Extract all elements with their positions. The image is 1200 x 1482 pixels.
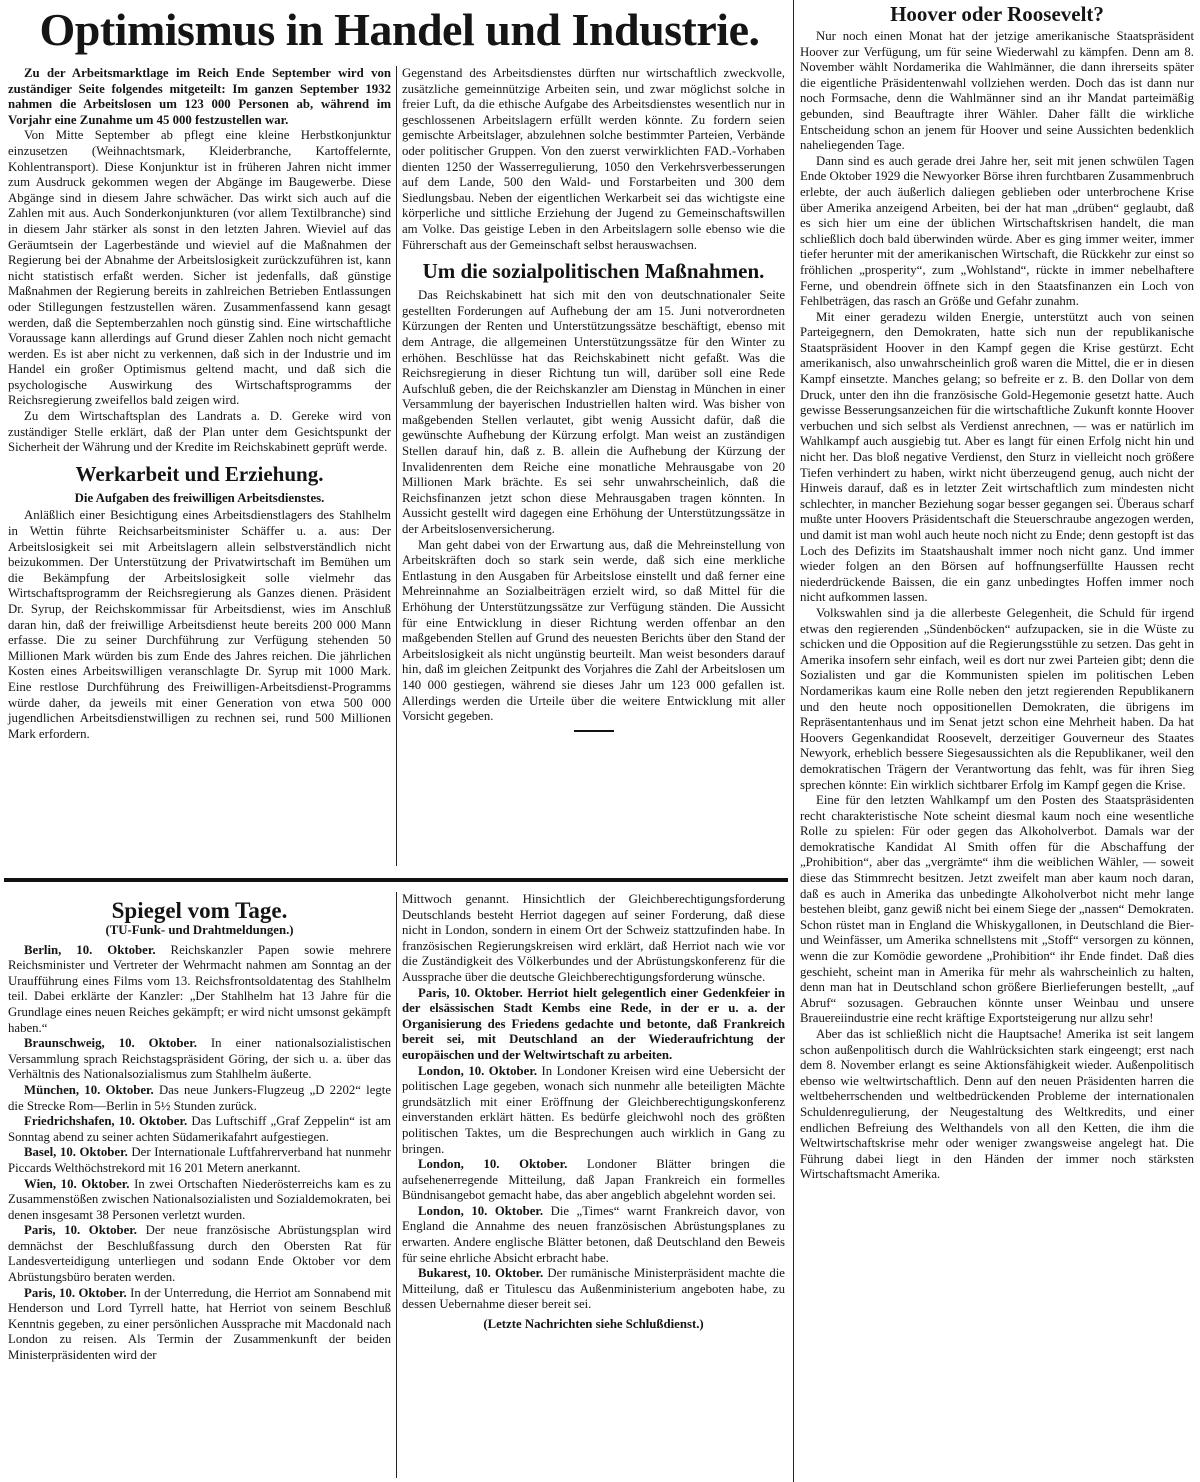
subheadline-werkarbeit: Die Aufgaben des freiwilligen Arbeitsdienstes. (74, 490, 325, 505)
news-item (8, 1223, 391, 1285)
news-dateline: London, 10. Oktober. (418, 1157, 568, 1172)
article-paragraph: Das Reichskabinett hat sich mit den von deutschnationaler Seite gestellten Forderungen auf Aufhebung der am 15. Juni notverordneten Kürzungen der Renten und Unterstützungssätze beschäftigt, ebenso mit dem Antrage, die allgemeinen Unterstützungssätze für den Winter zu erhöhen. Beschlüsse hat das Reichskabinett nicht gefaßt. Was die Reichsregierung in dieser Richtung tun will, darüber soll eine Rede Aufschluß geben, die der Reichskanzler am Dienstag in München in einer Versammlung der bayerischen Industriellen halten wird. Was bisher von maßgebenden Stellen verlautet, gibt wenig Aussicht dafür, daß die gewünschte Aufhebung der Kürzung erfolgt. Man weist an zuständigen Stellen darauf hin, daß z. B. allein die Aufhebung der Kürzung der Invalidenrenten dem Reiche eine monatliche Mehrausgabe von 20 Millionen Mark brächte. Es sei sehr unwahrscheinlich, daß die Reichsfinanzen jetzt schon diese Mehrausgaben tragen könnten. In Aussicht gestellt wird dagegen eine Erhöhung der Unterstützungssätze in der Arbeitslosenversicherung. (402, 288, 785, 537)
article-paragraph: Aber das ist schließlich nicht die Hauptsache! Amerika ist seit langem schon außenpolitisch durch die Wahlrücksichten stark eingeengt; erst nach dem 8. November erlangt es seine Aktionsfähigkeit wieder. Außenpolitisch ebenso wie weltwirtschaftlich. Denn auf den neuen Präsidenten harren die weltbeherrschenden und weltbedrückenden Probleme der internationalen Schuldenregulierung, der Neugestaltung des Weltkredits, und einer endlichen Befreiung des Welthandels von all den Ketten, die ihm die Weltwirtschaftskrise mehr oder weniger zwangsweise angelegt hat. Die Führung dabei liegt in den Händen der immer noch stärksten Wirtschaftsmacht Amerika. (800, 1027, 1194, 1182)
closing-note: (Letzte Nachrichten siehe Schlußdienst.) (483, 1317, 704, 1332)
news-text: Die „Times“ warnt Frankreich davor, von England die Annahme des neuen französischen Abrüstungsplanes zu erwarten. Andere englische Blätter betonen, daß Deutschland den Beweis für seine ehrliche Absicht erbracht habe. (402, 1203, 785, 1265)
end-rule (574, 730, 614, 732)
news-dateline: München, 10. Oktober. (24, 1082, 154, 1097)
news-item (402, 1266, 785, 1313)
news-dateline: Paris, 10. Oktober. (24, 1223, 138, 1238)
article-paragraph: Anläßlich einer Besichtigung eines Arbeitsdienstlagers des Stahlhelm in Wettin führte Reichsarbeitsminister Schäffer u. a. aus: Der Arbeitslosigkeit sei mit Arbeitslagern allein selbstverständlich nicht beizukommen. Der Unterstützung der Privatwirtschaft im Bemühen um die Bekämpfung der Arbeitslosigkeit solle vielmehr das Wirtschaftsprogramm der Reichsregierung als Ganzes dienen. Präsident Dr. Syrup, der Reichskommissar für Arbeitsdienst, wies im Anschluß daran hin, daß der freiwillige Arbeitsdienst heute bereits 200 000 Mann erfasse. Die zu seiner Durchführung zur Verfügung stehenden 50 Millionen Mark würden bis zum Ende des Jahres reichen. Die jährlichen Kosten eines Arbeitswilligen veranschlagte Dr. Syrup mit 1000 Mark. Eine restlose Durchführung des Freiwilligen-Arbeitsdienst-Programms würde daher, da jeweils mit einer Generation von etwa 500 000 jugendlichen Arbeitsdienstwilligen zu rechnen sei, rund 500 Millionen Mark erfordern. (8, 508, 391, 741)
article-paragraph: Mit einer geradezu wilden Energie, unterstützt auch von seinen Parteigegnern, den Demokraten, hatte sich nun der republikanische Staatspräsident Hoover in den Kampf gegen die Krise gestürzt. Echt amerikanisch, also unwahrscheinlich groß waren die Mittel, die er in diesen Kampf einsetzte. Manches gelang; so befreite er z. B. den Dollar von dem Druck, unter den ihn die französische Gold-Hegemonie gesetzt hatte. Auch gewisse Besserungsanzeichen für die wirtschaftliche Zukunft konnte Hoover verbuchen und sich selbst als Verdienst anrechnen, — was er natürlich im Wahlkampf auch ausgiebig tut. Aber es langt für einen Erfolg nicht hin und nicht her. Das bloß negative Verdienst, den Sturz in vielleicht noch größere Tiefen verhindert zu haben, wirkt nicht überzeugend genug, auch nicht der Hinweis darauf, daß es in letzter Zeit wirtschaftlich zum mindesten nicht schlechter, in mancher Beziehung sogar besser gegangen sei. Überaus scharf mußte unter Hoovers Präsidentschaft die Steuerschraube angezogen werden, und damit ist man wohl auch heute noch nicht zu Ende; denn gestopft ist das Loch des Defizits im Staatshaushalt immer noch nicht ganz. Und immer wieder folgen an den Börsen auf hoffnungserfüllte Haussen recht niederdrückende Baissen, die ein ganz unbedingtes Hoffen immer noch nicht aufkommen lassen. (800, 309, 1194, 605)
news-item (402, 986, 785, 1064)
news-dateline: Basel, 10. Oktober. (24, 1145, 128, 1160)
column-left-top (8, 66, 391, 742)
main-column-divider (793, 0, 794, 1482)
news-text: Das Luftschiff „Graf Zeppelin“ ist am Sonntag abend zu seiner achten Südamerikafahrt aufgestiegen. (8, 1114, 392, 1144)
article-paragraph: Volkswahlen sind ja die allerbeste Gelegenheit, die Schuld für irgend etwas den regierenden „Sündenböcken“ aufzupacken, sie in die Wüste zu schicken und die Opposition auf die Regierungsstühle zu setzen. Das geht in Amerika insofern sehr einfach, weil es dort nur zwei Parteien gibt; denn die Sozialisten und gar die Kommunisten spielen im politischen Leben Nordamerikas kaum eine Rolle neben den jetzt regierenden Republikanern und den heute noch oppositionellen Demokraten, die übrigens im Repräsentantenhaus und im Senat jetzt schon eine Mehrheit haben. Da hat Hoovers Gegenkandidat Roosevelt, derzeitiger Gouverneur des Staates Newyork, erheblich bessere Siegesaussichten als die Republikaner, weil den demokratischen Trägern der Verantwortung das fehlt, was für ihren Sieg sprechen könnte: Ein wirklich sichtbarer Erfolg im Kampf gegen die Krise. (800, 605, 1194, 792)
news-item (8, 1145, 391, 1176)
news-dateline: London, 10. Oktober. (418, 1063, 538, 1078)
column-spiegel-right (402, 892, 785, 1333)
news-dateline: Wien, 10. Oktober. (24, 1176, 130, 1191)
news-text: Mittwoch genannt. Hinsichtlich der Gleichberechtigungsforderung Deutschlands besteht Herriot dagegen auf seiner Forderung, daß diese nicht in London, sondern in einem Ort der Schweiz stattzufinden habe. In französischen Regierungskreisen wird erklärt, daß Herriot nach wie vor die Zuständigkeit des Völkerbundes und der Abrüstungskonferenz für die Aussprache über die deutsche Gleichberechtigungsforderung wünsche. (402, 892, 785, 984)
news-item (402, 892, 785, 986)
news-text: In einer nationalsozialistischen Versammlung sprach Reichstagspräsident Göring, der sich u. a. über das Verhältnis des Nationalsozialismus zum Stahlhelm äußerte. (8, 1036, 391, 1082)
article-paragraph: Zu dem Wirtschaftsplan des Landrats a. D. Gereke wird von zuständiger Stelle erklärt, daß der Plan unter dem Gesichtspunkt der Sicherheit der Währung und der Kredite im Reichskabinett geprüft werde. (8, 409, 391, 455)
news-text: In zwei Ortschaften Niederösterreichs kam es zu Zusammenstößen zwischen Nationalsozialisten und Sozialdemokraten, bei denen insgesamt 38 Personen verletzt wurden. (8, 1176, 391, 1222)
news-dateline: Braunschweig, 10. Oktober. (24, 1036, 197, 1051)
news-dateline: Berlin, 10. Oktober. (24, 942, 156, 957)
article-paragraph: Dann sind es auch gerade drei Jahre her, seit mit jenen schwülen Tagen Ende Oktober 1929 die Newyorker Börse ihren furchtbaren Zusammenbruch erlebte, der auch äußerlich daliegen geblieben oder unterbrochene Krise über Amerika anzeigend Arbeiten, bei der hat man „drüben“ geglaubt, daß es sich hier um eine der üblichen Wirtschaftskrisen handelt, die man schließlich doch bald überwinden würde. Aber es ging immer weiter, immer tiefer herunter mit der amerikanischen Wirtschaft, die Rückkehr zur einst so fröhlichen „prosperity“, zum „Wohlstand“, rückte in immer nebelhaftere Ferne, und obendrein öffnete sich in den Staatsfinanzen ein Loch von Fehlbeträgen, das rasch an Größe und Gefahr zunahm. (800, 153, 1194, 309)
news-dateline: Paris, 10. Oktober. (24, 1285, 127, 1300)
news-dateline: Friedrichshafen, 10. Oktober. (24, 1114, 188, 1129)
news-text: Der Internationale Luftfahrerverband hat nunmehr Piccards Welthöchstrekord mit 16 201 Metern anerkannt. (8, 1145, 391, 1175)
headline-optimismus: Optimismus in Handel und Industrie. (39, 4, 760, 55)
news-item (402, 1064, 785, 1158)
news-text: Der neue französische Abrüstungsplan wird demnächst der Beschlußfassung durch den Obersten Rat für Landesverteidigung unterliegen und sodann Ende Oktober vor dem Abrüstungsbüro beraten werden. (8, 1223, 391, 1285)
news-text: In Londoner Kreisen wird eine Uebersicht der politischen Lage gegeben, wonach sich nunmehr alle beteiligten Mächte grundsätzlich mit einer Eröffnung der Gleichberechtigungskonferenz einverstanden erklärt hätten. Es bedürfe gleichwohl noch des größten politischen Taktes, um die Besprechungen auch wirklich in Gang zu bringen. (402, 1063, 785, 1156)
news-item (8, 1083, 391, 1114)
headline-spiegel: Spiegel vom Tage. (111, 898, 288, 923)
column-divider (396, 892, 397, 1478)
news-item (402, 1157, 785, 1204)
article-paragraph: Von Mitte September ab pflegt eine kleine Herbstkonjunktur einzusetzen (Weihnachtsmark, Kleiderbranche, Kartoffelernte, Kohlentransport). Diese Konjunktur ist in früheren Jahren nicht immer zum Ausdruck gekommen wegen der Abgänge im Baugewerbe. Diese Abgänge sind in diesem Jahre schwächer. Das wirkt sich auch auf die Zahlen mit aus. Auch Sonderkonjunkturen (vor allem Textilbranche) sind in diesem Jahr stärker als sonst in den letzten Jahren. Wieviel auf das Geräumtsein der Lagerbestände und wieviel auf die Maßnahmen der Regierung bei der Abnahme der Arbeitslosigkeit zurückzuführen ist, kann nicht statistisch erfaßt werden. Sicher ist jedenfalls, daß günstige Maßnahmen der Regierung bereits in zahlreichen Betrieben Entlassungen oder Stillegungen festzustellen wären. Zusammenfassend kann gesagt werden, daß die Septemberzahlen noch günstig sind. Eine wirtschaftliche Voraussage kann allerdings auf Grund dieser Zahlen noch nicht gemacht werden. Es ist aber nicht zu verkennen, daß sich in der Industrie und im Handel ein großer Optimismus geltend macht, und daß sich die psychologische Auswirkung des Wirtschaftsprogramms der Reichsregierung zweifellos bald zeigen wird. (8, 128, 391, 408)
article-paragraph: Man geht dabei von der Erwartung aus, daß die Mehreinstellung von Arbeitskräften doch so stark sein werde, daß sich eine merkliche Entlastung in den Ausgaben für Arbeitslose einstellt und daß ferner eine Mehreinnahme an Sozialbeiträgen erzielt wird, so daß Mittel für die Erhöhung der Unterstützungssätze zur Verfügung ständen. Die Aussicht für eine Entwicklung in dieser Richtung werden offenbar an den maßgebenden Stellen auf Grund des neuesten Berichts über den Stand der Arbeitslosigkeit als nicht ungünstig beurteilt. Man weist besonders darauf hin, daß im gleichen Zeitpunkt des Vorjahres die Zahl der Arbeitslosen um 140 000 gestiegen, während sie dieses Jahr um 123 000 gefallen ist. Allerdings werden die Urteile über die weitere Entwicklung mit aller Vorsicht gegeben. (402, 537, 785, 724)
news-item (8, 1036, 391, 1083)
subheadline-spiegel: (TU-Funk- und Drahtmeldungen.) (105, 923, 294, 937)
section-rule (4, 878, 788, 882)
news-dateline: London, 10. Oktober. (418, 1203, 544, 1218)
article-paragraph: Gegenstand des Arbeitsdienstes dürften nur wirtschaftlich zweckvolle, zusätzliche gemeinnützige Arbeiten sein, und zwar möglichst solche in freier Luft, da die ethische Aufgabe des Arbeitsdienstes wesentlich nur in geschlossenen Arbeitslagern erfüllt werden könnte. Zu fordern seien gemischte Arbeitslager, abzulehnen solche bestimmter Parteien, Verbände oder politischer Gruppen. Von den zuerst verwirklichten FAD.-Vorhaben dienten 1250 der Wasserregulierung, 1050 den Verkehrsverbesserungen auf dem Lande, 500 den Wald- und Forstarbeiten und 300 dem Siedlungsbau. Neben der eigentlichen Werkarbeit sei das wichtigste eine körperliche und sittliche Erziehung der Jugend zu Gemeinschaftswillen am Volke. Das geistige Leben in den Arbeitslagern solle ebenso wie die Führerschaft aus der Gemeinschaft selbst herauswachsen. (402, 66, 785, 252)
news-dateline: Bukarest, 10. Oktober. (418, 1266, 544, 1281)
article-paragraph: Zu der Arbeitsmarktlage im Reich Ende September wird von zuständiger Seite folgendes mitgeteilt: Im ganzen September 1932 nahmen die Arbeitslosen um 123 000 Personen ab, während im Vorjahr eine Zunahme um 45 000 festzustellen war. (8, 66, 391, 127)
news-text: Das neue Junkers-Flugzeug „D 2202“ legte die Strecke Rom—Berlin in 5½ Stunden zurück. (8, 1082, 392, 1113)
news-item (8, 943, 391, 1037)
article-paragraph: Nur noch einen Monat hat der jetzige amerikanische Staatspräsident Hoover zur Verfügung, um für seine Wiederwahl zu kämpfen. Denn am 8. November wählt Nordamerika die Wahlmänner, die dann ihrerseits später die eigentliche Präsidentenwahl vollziehen werden. Doch das ist dann nur noch Formsache, denn die Wahlmänner sind an ihr Mandat parteimäßig gebunden, sind Beauftragte ihrer Wähler. Daher fällt die wirkliche Entscheidung schon an jenem für Hoover und seine Aussichten bedenklich naheliegenden Tage. (800, 29, 1194, 153)
news-item (402, 1204, 785, 1266)
news-item (8, 1114, 391, 1145)
column-right (800, 0, 1194, 1183)
column-spiegel-left (8, 890, 391, 1364)
news-text: Der rumänische Ministerpräsident machte die Mitteilung, daß er Titulescu das Außenministerium angeboten habe, zu dessen Uebernahme dieser bereit sei. (402, 1266, 785, 1312)
news-dateline: Paris, 10. Oktober. (418, 985, 523, 1000)
news-text: Reichskanzler Papen sowie mehrere Reichsminister und Vertreter der Wehrmacht nahmen am Sonntag an der Uraufführung eines Films vom 13. Reichsfrontsoldatentag des Stahlhelm teil. Dabei erklärte der Kanzler: „Der Stahlhelm hat 13 Jahre für die Grundlage eines neuen Reiches gekämpft; er wird nicht umsonst gekämpft haben.“ (8, 942, 392, 1035)
news-item (8, 1177, 391, 1224)
article-paragraph: Eine für den letzten Wahlkampf um den Posten des Staatspräsidenten recht charakteristische Note scheint diesmal kaum noch eine wesentliche Rolle zu spielen: Für oder gegen das Alkoholverbot. Damals war der demokratische Kandidat Al Smith offen für die Abschaffung der „Prohibition“, aber das „vergrämte“ ihm die weiblichen Wähler, — soweit diese das Stimmrecht besitzen. Jetzt zweifelt man aber kaum noch daran, daß es auch in Amerika das unbedingte Alkoholverbot nicht mehr lange bestehen bleibt, ganz gewiß nicht bei einem Siege der „nassen“ Demokraten. Schon rüstet man in England die Whiskygallonen, in Deutschland die Bier- und Weinfässer, um Amerika schnellstens mit „Stoff“ versorgen zu können, wenn die zur Komödie gewordene „Prohibition“ ihr Ende findet. Daß dies geschieht, scheint man in Amerika für mehr als wahrscheinlich zu halten, denn man hat in Deutschland schon größere Bierlieferungen bestellt, „auf Abruf“ sozusagen. Gebrauchen könnte unser Weinbau und unsere Brauereiindustrie eine recht kräftige Exportsteigerung nur allzu sehr! (800, 793, 1194, 1026)
news-text: In der Unterredung, die Herriot am Sonnabend mit Henderson und Lord Tyrrell hatte, hat Herriot von seinem Beschluß Kenntnis gegeben, zu einer persönlichen Aussprache mit Macdonald nach London zu reisen. Als Termin der Zusammenkunft der beiden Ministerpräsidenten wird der (8, 1285, 392, 1363)
column-middle-top (402, 66, 785, 732)
news-text: Londoner Blätter bringen die aufsehenerregende Mitteilung, daß Japan Frankreich ein formelles Bündnisangebot gemacht habe, das aber angeblich abgelehnt worden sei. (402, 1157, 786, 1203)
news-item (8, 1286, 391, 1364)
news-text: Herriot hielt gelegentlich einer Gedenkfeier in der elsässischen Stadt Kembs eine Rede, in der er u. a. der Organisierung des Friedens gedachte und betonte, daß Frankreich bereit sei, mit Deutschland an der Wiederaufrichtung der europäischen und der Weltwirtschaft zu arbeiten. (402, 985, 785, 1062)
headline-sozialpolitik: Um die sozialpolitischen Maßnahmen. (422, 259, 765, 284)
headline-hoover: Hoover oder Roosevelt? (890, 2, 1104, 26)
column-divider (396, 66, 397, 866)
headline-werkarbeit: Werkarbeit und Erziehung. (75, 461, 324, 486)
